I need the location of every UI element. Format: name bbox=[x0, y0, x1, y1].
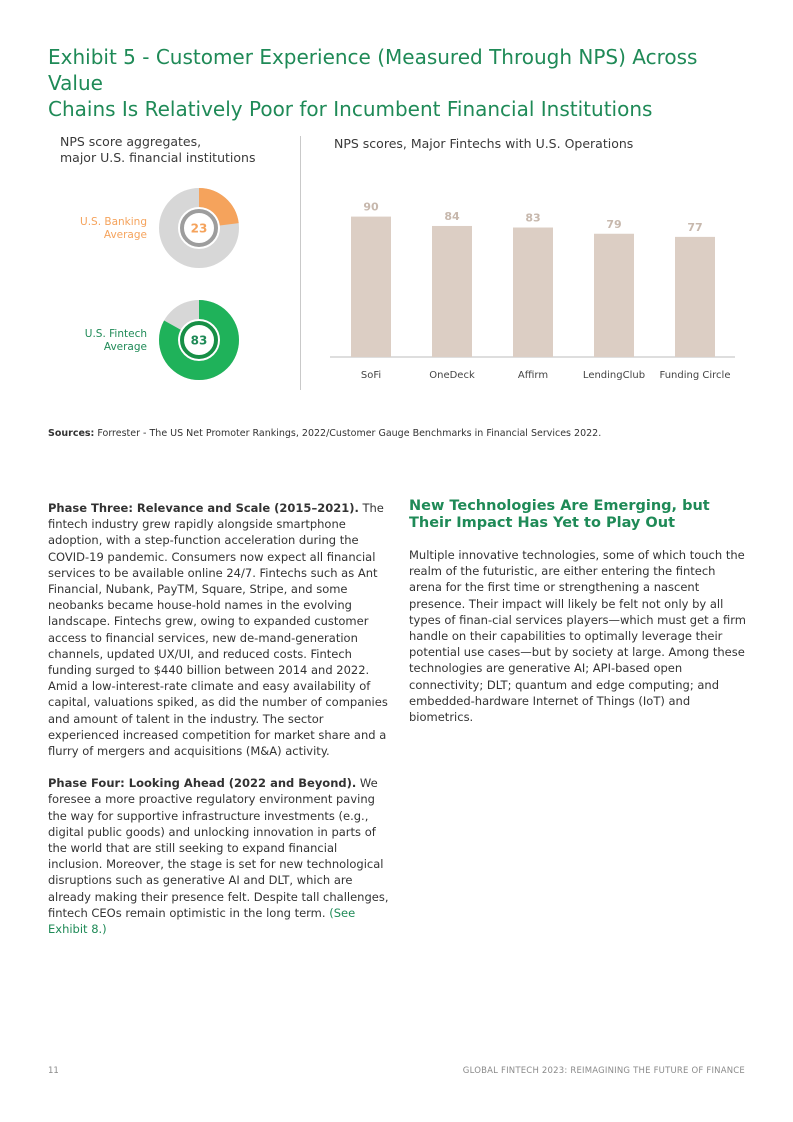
category-label: OneDeck bbox=[429, 370, 475, 381]
phase-four-lead: Phase Four: Looking Ahead (2022 and Beyond). bbox=[48, 776, 357, 791]
fintech-label-line2: Average bbox=[103, 341, 147, 353]
exhibit-title bbox=[48, 44, 748, 122]
donut-panel-caption bbox=[60, 134, 290, 166]
fintech-label-line1: U.S. Fintech bbox=[84, 328, 147, 340]
phase-three-text: The fintech industry grew rapidly alongside smartphone adoption, with a step-function acceleration during the COVID-19 pandemic. Consumers now expect all financial services to be available online 24/7. Fintechs such as Ant Financial, Nubank, PayTM, Square, Stripe, and some neobanks became house-hold names in the evolving landscape. Fintechs grew, owing to expanded customer access to financial services, new de-mand-generation channels, updated UX/UI, and reduced costs. Fintech funding surged to $440 billion between 2014 and 2022. Amid a low-interest-rate climate and easy availability of capital, valuations spiked, as did the number of companies and amount of talent in the industry. The sector experienced increased competition for market share and a flurry of mergers and acquisitions (M&A) activity. bbox=[48, 501, 388, 759]
sources-label: Sources: bbox=[48, 428, 95, 439]
bar-value-label: 83 bbox=[525, 211, 541, 225]
right-column-heading: New Technologies Are Emerging, but Their Impact Has Yet to Play Out bbox=[409, 498, 710, 531]
banking-label-line2: Average bbox=[103, 229, 147, 241]
bar-value-label: 77 bbox=[687, 220, 703, 234]
fintech-nps-donut bbox=[158, 299, 240, 381]
exhibit-title-line1: Exhibit 5 - Customer Experience (Measured Through NPS) Across Value bbox=[48, 45, 698, 95]
bar-value-label: 79 bbox=[606, 217, 622, 231]
see-exhibit-8-link[interactable]: (See Exhibit 8.) bbox=[48, 905, 356, 937]
bar-funding-circle bbox=[675, 237, 715, 357]
bar-affirm bbox=[513, 228, 553, 357]
category-label: Funding Circle bbox=[659, 370, 731, 381]
phase-three-lead: Phase Three: Relevance and Scale (2015–2021). bbox=[48, 501, 359, 515]
phase-three-paragraph bbox=[48, 500, 390, 759]
donut-value-label: 83 bbox=[190, 333, 208, 348]
right-column bbox=[409, 498, 747, 725]
banking-average-label bbox=[47, 216, 147, 242]
page-number: 11 bbox=[48, 1066, 59, 1076]
bar-chart-caption: NPS scores, Major Fintechs with U.S. Operations bbox=[334, 136, 634, 151]
category-label: SoFi bbox=[360, 370, 382, 381]
exhibit-title-line2: Chains Is Relatively Poor for Incumbent Financial Institutions bbox=[48, 97, 653, 121]
right-column-text: Multiple innovative technologies, some of which touch the realm of the futuristic, are either entering the fintech arena for the first time or strengthening a nascent presence. Their impact will likely be felt not only by all types of finan-cial services players—which must get a firm handle on their capabilities to optimally leverage their potential use cases—but by society at large. Among these technologies are generative AI; API-based open connectivity; DLT; quantum and edge computing; and embedded-hardware Internet of Things (IoT) and biometrics. bbox=[409, 548, 747, 725]
bar-onedeck bbox=[432, 226, 472, 357]
footer-doc-title: GLOBAL FINTECH 2023: REIMAGINING THE FUTURE OF FINANCE bbox=[462, 1066, 745, 1076]
fintech-average-label bbox=[47, 328, 147, 354]
bar-value-label: 90 bbox=[363, 200, 379, 214]
banking-nps-donut bbox=[158, 187, 240, 269]
sources-text: Forrester - The US Net Promoter Rankings, 2022/Customer Gauge Benchmarks in Financial Services 2022. bbox=[94, 428, 602, 439]
phase-four-paragraph bbox=[48, 775, 390, 937]
donut-value-label: 23 bbox=[190, 221, 208, 236]
category-label: LendingClub bbox=[582, 370, 646, 381]
left-column bbox=[48, 500, 390, 953]
donut-caption-line1: NPS score aggregates, bbox=[60, 134, 202, 149]
bar-value-label: 84 bbox=[444, 209, 460, 223]
bar-sofi bbox=[351, 217, 391, 357]
donut-caption-line2: major U.S. financial institutions bbox=[60, 150, 256, 165]
category-label: Affirm bbox=[517, 370, 549, 381]
phase-four-text: We foresee a more proactive regulatory environment paving the way for supportive infrastructure investments (e.g., digital public goods) and unlocking innovation in parts of the world that are still seeking to expand financial inclusion. Moreover, the stage is set for new technological disruptions such as generative AI and DLT, which are already making their presence felt. Despite tall challenges, fintech CEOs remain optimistic in the long term. bbox=[48, 776, 389, 920]
sources-note bbox=[48, 428, 748, 439]
banking-label-line1: U.S. Banking bbox=[80, 216, 147, 228]
fintech-nps-bar-chart bbox=[330, 190, 740, 390]
panel-divider bbox=[300, 136, 301, 390]
bar-lendingclub bbox=[594, 234, 634, 357]
